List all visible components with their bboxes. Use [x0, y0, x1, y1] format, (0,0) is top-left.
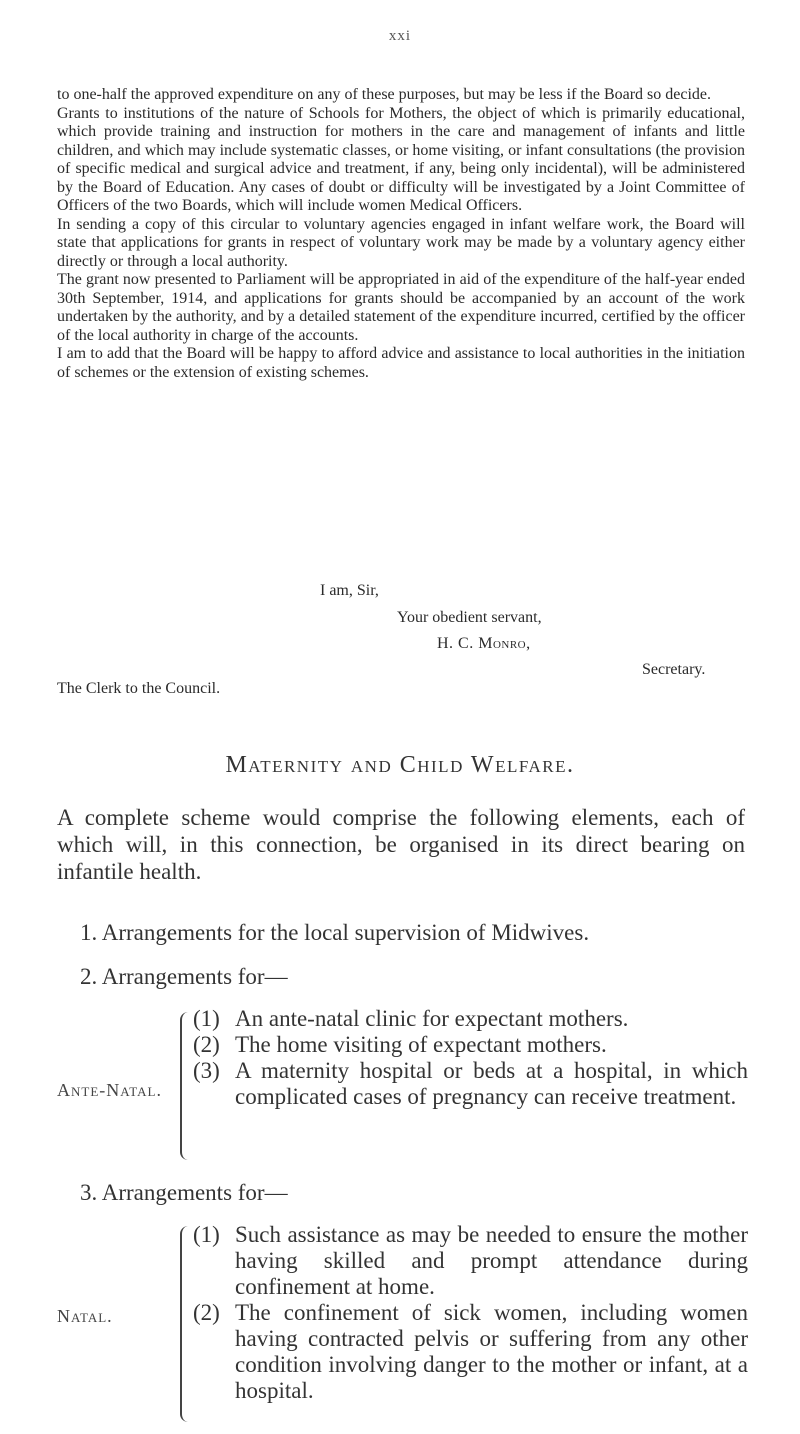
list-item	[80, 964, 288, 990]
section-title: Maternity and Child Welfare.	[225, 752, 575, 778]
sub-number: (3)	[193, 1058, 220, 1083]
group-label-ante-natal: Ante-Natal.	[57, 1080, 162, 1100]
page-number: xxi	[388, 28, 412, 44]
item-number: 2.	[80, 964, 98, 989]
item-text: Arrangements for the local supervision of Midwives.	[101, 920, 590, 945]
group-brace	[180, 1226, 190, 1422]
letter-paragraph: The grant now presented to Parliament will be appropriated in aid of the expenditure of the half-year ended 30th September, 1914, and applications for grants should be accompanied by an account of the work undertaken by the authority, and by a detailed statement of the expenditure incurred, certified by the officer of the local authority in charge of the accounts.	[57, 271, 745, 344]
list-item	[80, 1180, 288, 1206]
sub-text: The confinement of sick women, including women having contracted pelvis or suffering from any other condition involving danger to the mother or infant, at a hospital.	[235, 1300, 748, 1403]
sub-number: (2)	[193, 1300, 220, 1325]
letter-paragraph: to one-half the approved expenditure on any of these purposes, but may be less if the Board so decide.	[57, 86, 712, 103]
letter-paragraph: I am to add that the Board will be happy to afford advice and assistance to local authorities in the initiation of schemes or the extension of existing schemes.	[57, 345, 745, 381]
letter-paragraph: Grants to institutions of the nature of Schools for Mothers, the object of which is primarily educational, which provide training and instruction for mothers in the care and management of infants and little children, and which may include systematic classes, or home visiting, or infant consultations (the provision of specific medical and surgical advice and treatment, if any, being only incidental), will be administered by the Board of Education. Any cases of doubt or difficulty will be investigated by a Joint Committee of Officers of the two Boards, which will include women Medical Officers.	[57, 104, 745, 214]
sublist-item	[193, 1222, 748, 1300]
sub-text: An ante-natal clinic for expectant mothers.	[235, 1006, 629, 1031]
list-item	[80, 920, 589, 946]
sublist-ante-natal	[193, 1006, 748, 1110]
group-label-natal: Natal.	[57, 1306, 113, 1326]
closing-salutation: I am, Sir,	[320, 582, 379, 599]
item-text: Arrangements for—	[101, 1180, 288, 1205]
addressee: The Clerk to the Council.	[57, 680, 221, 697]
item-text: Arrangements for—	[101, 964, 288, 989]
item-number: 1.	[80, 920, 98, 945]
section-intro: A complete scheme would comprise the following elements, each of which will, in this connection, be organised in its direct bearing on infantile health.	[57, 805, 745, 884]
sub-text: Such assistance as may be needed to ensure the mother having skilled and prompt attendance during confinement at home.	[235, 1222, 748, 1299]
sub-number: (2)	[193, 1032, 220, 1057]
letter-body	[57, 86, 745, 382]
sublist-natal	[193, 1222, 748, 1404]
letter-paragraph: In sending a copy of this circular to voluntary agencies engaged in infant welfare work, the Board will state that applications for grants in respect of voluntary work may be made by a voluntary agency either directly or through a local authority.	[57, 215, 745, 270]
sub-number: (1)	[193, 1006, 220, 1031]
sublist-item	[193, 1032, 748, 1058]
sub-text: The home visiting of expectant mothers.	[235, 1032, 607, 1057]
group-brace	[180, 1012, 190, 1160]
item-number: 3.	[80, 1180, 98, 1205]
complimentary-close: Your obedient servant,	[397, 609, 542, 626]
signatory-title: Secretary.	[642, 661, 706, 678]
sublist-item	[193, 1058, 748, 1110]
signatory-name: H. C. Monro,	[437, 635, 531, 652]
sublist-item	[193, 1006, 748, 1032]
sub-text: A maternity hospital or beds at a hospital, in which complicated cases of pregnancy can receive treatment.	[235, 1058, 748, 1109]
sublist-item	[193, 1300, 748, 1404]
sub-number: (1)	[193, 1222, 220, 1247]
